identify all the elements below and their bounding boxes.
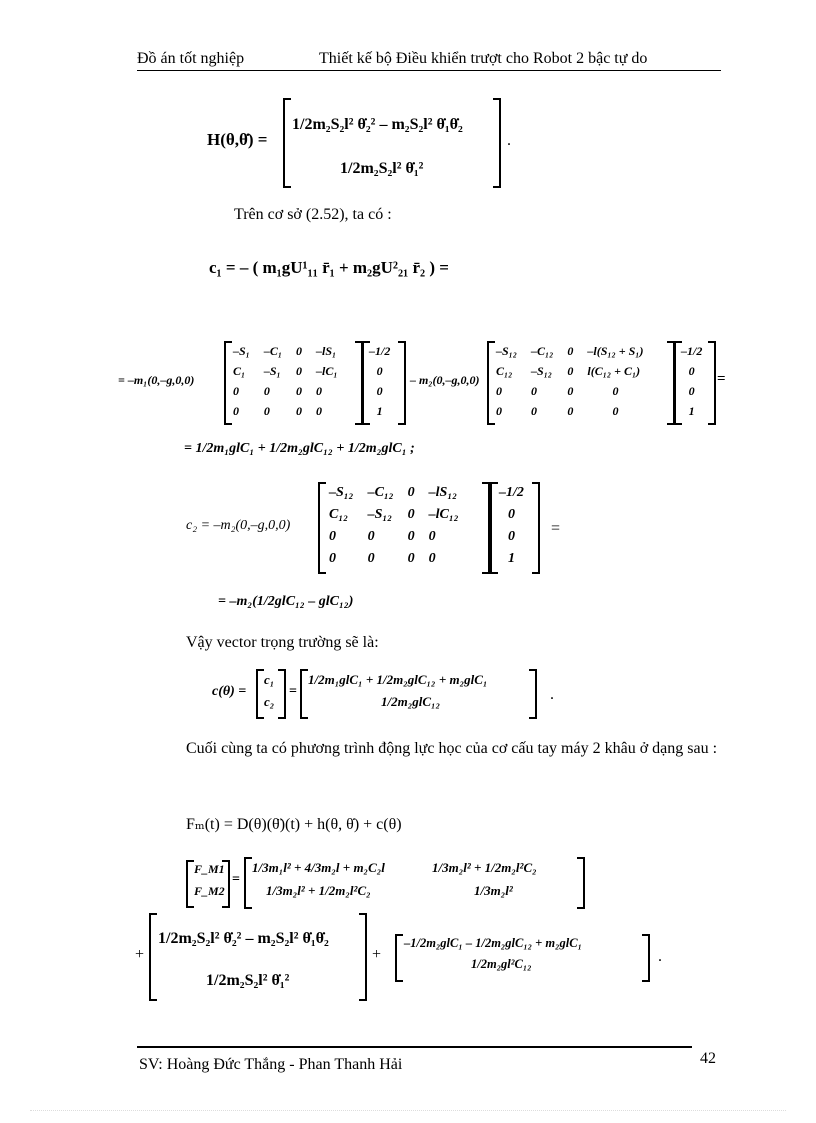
eq-h-row1: 1/2m₂S₂l² θ̇₂² – m₂S₂l² θ̇₁θ̇₂: [292, 116, 463, 133]
fm-vec-bracket-right: [222, 860, 230, 908]
header-right: Thiết kế bộ Điều khiển trượt cho Robot 2 bậc tự do: [319, 50, 648, 67]
vec2-bracket-right: [708, 341, 716, 425]
last-c-bracket-left: [395, 934, 403, 982]
mat-c2-bracket-right: [482, 482, 490, 574]
eq-big-prefix1: = –m₁(0,–g,0,0): [118, 373, 195, 387]
vec-c2-bracket-right: [532, 482, 540, 574]
fm-eq: =: [232, 872, 240, 887]
eq-h-bracket-right: [493, 98, 501, 188]
para-basis: Trên cơ sở (2.52), ta có :: [234, 206, 392, 223]
ctheta-eq: =: [289, 684, 297, 699]
ctheta-vec-c2: c₂: [264, 694, 275, 709]
vector-c2: –1/2 0 0 1: [499, 485, 524, 566]
eq-big-prefix2: – m₂(0,–g,0,0): [410, 373, 480, 387]
vec1-bracket-right: [398, 341, 406, 425]
header-left: Đồ án tốt nghiệp: [137, 50, 245, 67]
vector-1: –1/2 0 0 1: [369, 343, 391, 418]
d-r2c2: 1/3m₂l²: [474, 883, 513, 898]
para-final: Cuối cùng ta có phương trình động lực học của cơ cấu tay máy 2 khâu ở dạng sau :: [186, 740, 718, 757]
ctheta-rhs-bracket-right: [529, 669, 537, 719]
last-c-bracket-right: [642, 934, 650, 982]
last-h-row2: 1/2m₂S₂l² θ̇₁²: [206, 972, 290, 989]
eq-c2-result: = –m₂(1/2glC₁₂ – glC₁₂): [218, 594, 354, 609]
fm-vec-1: F_M1: [194, 862, 225, 876]
eq-c1: c₁ = – ( m₁gU¹₁₁ r̄₁ + m₂gU²₂₁ r̄₂ ) =: [209, 258, 449, 277]
d-r1c2: 1/3m₂l² + 1/2m₂l²C₂: [432, 860, 537, 875]
matrix-1: –S₁ –C₁ 0 –lS₁ C₁ –S₁ 0 –lC₁ 0 0 0 0 0 0 0 0: [233, 343, 338, 418]
ctheta-vec-c1: c₁: [264, 672, 275, 687]
footer-authors: SV: Hoàng Đức Thắng - Phan Thanh Hải: [139, 1056, 403, 1073]
bottom-dotted-line: [30, 1110, 786, 1111]
last-h-row1: 1/2m₂S₂l² θ̇₂² – m₂S₂l² θ̇₁θ̇₂: [158, 930, 329, 947]
footer-rule: [137, 1046, 692, 1048]
d-r2c1: 1/3m₂l² + 1/2m₂l²C₂: [266, 883, 371, 898]
page-number: 42: [700, 1050, 716, 1067]
eq-big-suffix: =: [717, 371, 726, 387]
ctheta-vec-bracket-right: [278, 669, 286, 719]
eq-h-end: .: [507, 132, 511, 149]
eq-h-row2: 1/2m₂S₂l² θ̇₁²: [340, 160, 424, 177]
ctheta-rhs-bracket-left: [300, 669, 308, 719]
eq-c1-result: = 1/2m₁glC₁ + 1/2m₂glC₁₂ + 1/2m₂glC₁ ;: [184, 441, 415, 456]
last-h-bracket-right: [359, 913, 367, 1001]
last-c-row1: –1/2m₂glC₁ – 1/2m₂glC₁₂ + m₂glC₁: [404, 936, 582, 950]
matrix-2: –S₁₂ –C₁₂ 0 –l(S₁₂ + S₁) C₁₂ –S₁₂ 0 l(C₁₂ + C₁) 0 0 0 0 0 0 0 0: [496, 343, 644, 418]
eq-c2-suffix: =: [551, 520, 561, 537]
header-rule: [137, 70, 721, 71]
eq-fm: Fₘ(t) = D(θ)(θ̈)(t) + h(θ, θ̇) + c(θ): [186, 816, 402, 833]
vector-2: –1/2 0 0 1: [681, 343, 703, 418]
ctheta-row2: 1/2m₂glC₁₂: [381, 694, 441, 709]
matrix-c2: –S₁₂ –C₁₂ 0 –lS₁₂ C₁₂ –S₁₂ 0 –lC₁₂ 0 0 0 0 0 0 0 0: [329, 485, 459, 566]
d-r1c1: 1/3m₁l² + 4/3m₂l + m₂C₂l: [252, 860, 385, 875]
d-matrix-bracket-left: [244, 857, 252, 909]
ctheta-row1: 1/2m₁glC₁ + 1/2m₂glC₁₂ + m₂glC₁: [308, 672, 488, 687]
last-plus1: +: [135, 946, 145, 963]
eq-h-lhs: H(θ,θ̇) =: [207, 130, 268, 149]
fm-vec-bracket-left: [186, 860, 194, 908]
ctheta-end: .: [550, 686, 554, 703]
d-matrix-bracket-right: [577, 857, 585, 909]
eq-c2-prefix: c₂ = –m₂(0,–g,0,0): [186, 518, 291, 533]
last-end: .: [658, 948, 662, 965]
para-vector: Vậy vector trọng trường sẽ là:: [186, 634, 379, 651]
last-plus2: +: [372, 946, 382, 963]
eq-ctheta-lhs: c(θ) =: [212, 684, 247, 699]
last-h-bracket-left: [149, 913, 157, 1001]
fm-vec-2: F_M2: [194, 884, 225, 898]
eq-h-bracket-left: [283, 98, 291, 188]
ctheta-vec-bracket-left: [256, 669, 264, 719]
last-c-row2: 1/2m₂gl²C₁₂: [471, 957, 532, 971]
